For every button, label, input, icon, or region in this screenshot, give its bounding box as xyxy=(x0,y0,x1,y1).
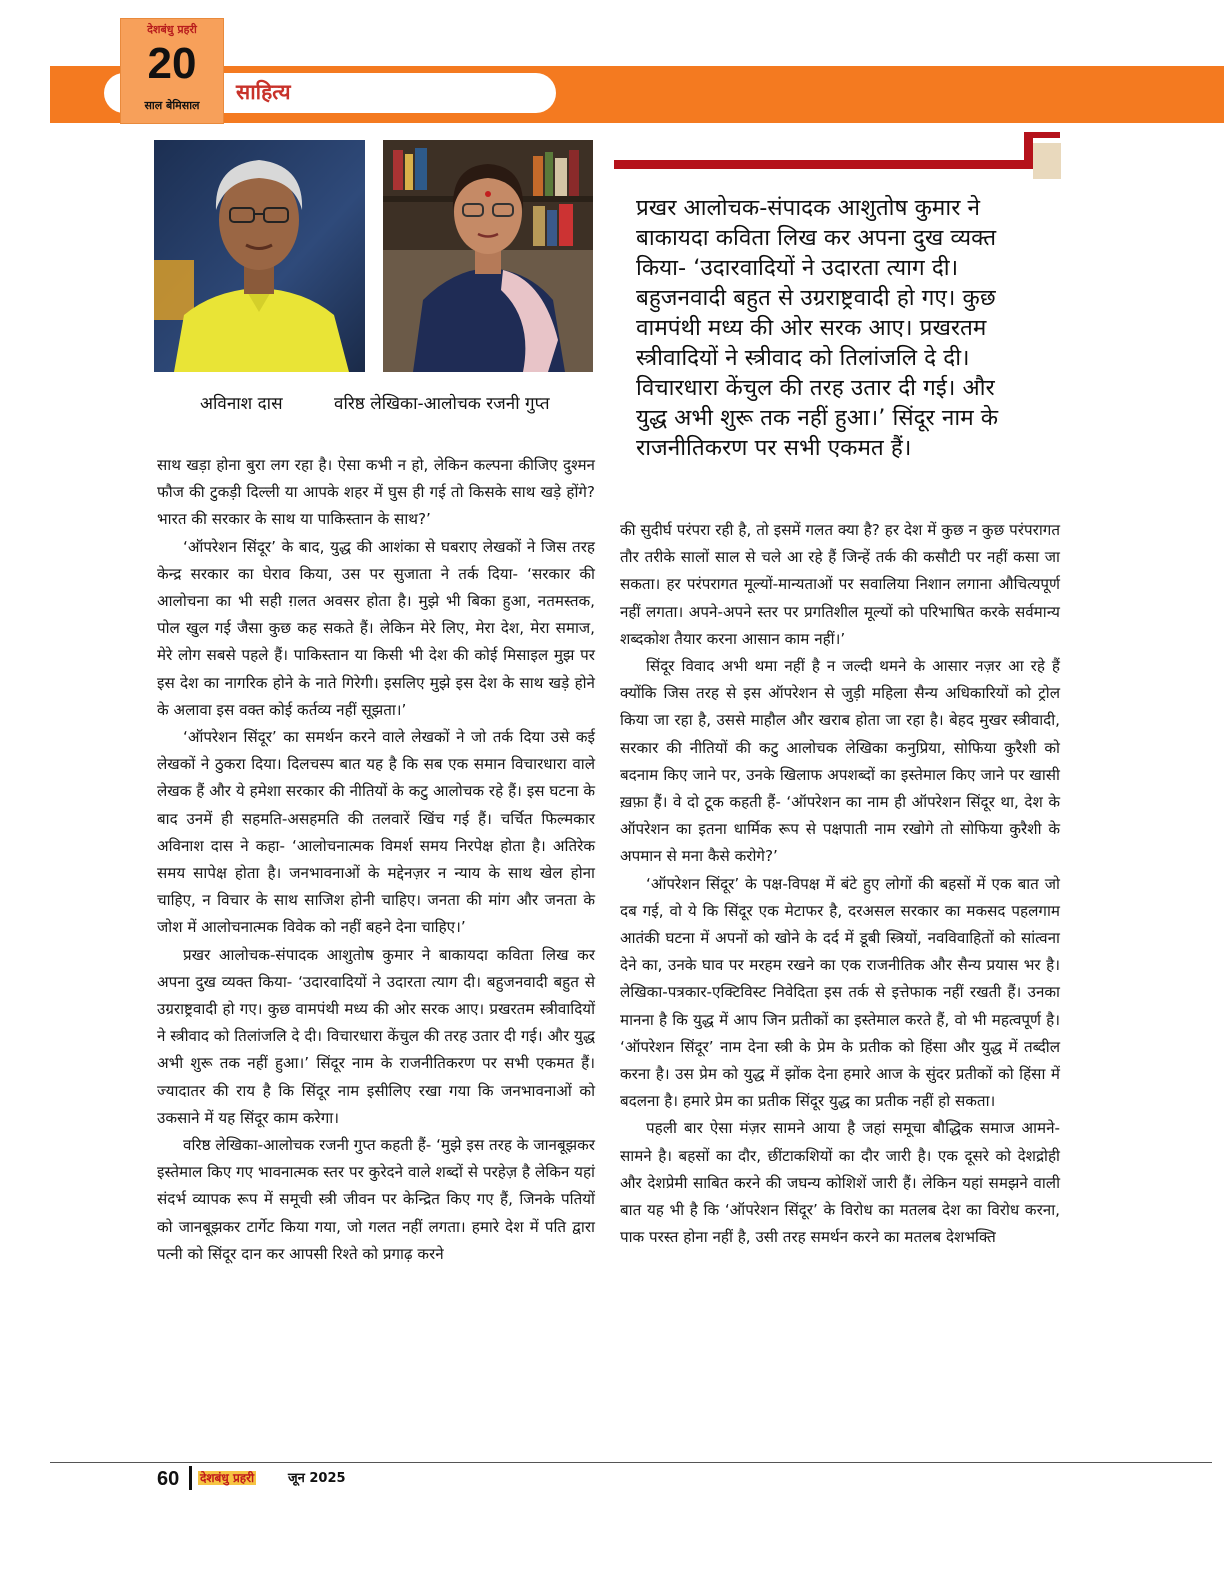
logo-brand: देशबंधु प्रहरी xyxy=(147,23,197,36)
logo-number: 20 xyxy=(147,39,197,88)
paragraph: प्रखर आलोचक-संपादक आशुतोष कुमार ने बाकायदा कविता लिख कर अपना दुख व्यक्त किया- ‘उदारवादियों ने उदारता त्याग दी। बहुजनवादी बहुत से उग्रराष्ट्रवादी हो गए। कुछ वामपंथी मध्य की ओर सरक आए। प्रखरतम स्त्रीवादियों ने स्त्रीवाद को तिलांजलि दे दी। विचारधारा केंचुल की तरह उतार दी गई। और युद्ध अभी शुरू तक नहीं हुआ।’ सिंदूर नाम के राजनीतिकरण पर सभी एकमत हैं। ज्यादातर की राय है कि सिंदूर नाम इसीलिए रखा गया कि जनभावनाओं को उकसाने में यह सिंदूर काम करेगा। xyxy=(157,945,595,1127)
left-column xyxy=(157,452,595,1268)
photo-caption-right: वरिष्ठ लेखिका-आलोचक रजनी गुप्त xyxy=(334,394,550,414)
pull-quote: प्रखर आलोचक-संपादक आशुतोष कुमार ने बाकायदा कविता लिख कर अपना दुख व्यक्त किया- ‘उदारवादियों ने उदारता त्याग दी। बहुजनवादी बहुत से उग्रराष्ट्रवादी हो गए। कुछ वामपंथी मध्य की ओर सरक आए। प्रखरतम स्त्रीवादियों ने स्त्रीवाद को तिलांजलि दे दी। विचारधारा केंचुल की तरह उतार दी गई। और युद्ध अभी शुरू तक नहीं हुआ।’ सिंदूर नाम के राजनीतिकरण पर सभी एकमत हैं। xyxy=(636,195,999,461)
paragraph: पहली बार ऐसा मंज़र सामने आया है जहां समूचा बौद्धिक समाज आमने-सामने है। बहसों का दौर, छींटाकशियों का दौर जारी है। एक दूसरे को देशद्रोही और देशप्रेमी साबित करने की जघन्य कोशिशें जारी हैं। लेकिन यहां समझने वाली बात यह भी है कि ‘ऑपरेशन सिंदूर’ के विरोध का मतलब देश का विरोध करना, पाक परस्त होना नहीं है, उसी तरह समर्थन करने का मतलब देशभक्ति xyxy=(620,1119,1060,1247)
page-number: 60 xyxy=(157,1468,180,1490)
paragraph: ‘ऑपरेशन सिंदूर’ के बाद, युद्ध की आशंका से घबराए लेखकों ने जिस तरह केन्द्र सरकार का घेराव किया, उस पर सुजाता ने तर्क दिया- ‘सरकार की आलोचना का भी सही ग़लत अवसर होता है। मुझे भी बिका हुआ, नतमस्तक, पोल खुल गई जैसा कुछ कह सकते हैं। लेकिन मेरे लिए, मेरा देश, मेरा समाज, मेरे लोग सबसे पहले हैं। पाकिस्तान या किसी भी देश की कोई मिसाइल मुझ पर इस देश का नागरिक होने के नाते गिरेगी। इसलिए मुझे इस देश के साथ खड़े होने के अलावा इस वक्त कोई कर्तव्य नहीं सूझता।’ xyxy=(157,537,595,719)
right-column xyxy=(620,517,1060,1251)
footer-brand: देशबंधु प्रहरी xyxy=(200,1471,255,1485)
issue-date: जून 2025 xyxy=(288,1471,346,1486)
paragraph: सिंदूर विवाद अभी थमा नहीं है न जल्दी थमने के आसार नज़र आ रहे हैं क्योंकि जिस तरह से इस ऑपरेशन से जुड़ी महिला सैन्य अधिकारियों को ट्रोल किया जा रहा है, उससे माहौल और खराब होता जा रहा है। बेहद मुखर स्त्रीवादी, सरकार की नीतियों की कटु आलोचक लेखिका कनुप्रिया, सोफिया कुरैशी को बदनाम किए जाने पर, उनके खिलाफ अपशब्दों का इस्तेमाल किए जाने पर खासी ख़फ़ा हैं। वे दो टूक कहती हैं- ‘ऑपरेशन का नाम ही ऑपरेशन सिंदूर था, देश के ऑपरेशन का इतना धार्मिक रूप से पक्षपाती नाम रखोगे तो सोफिया कुरैशी के अपमान से मना कैसे करोगे?’ xyxy=(620,657,1060,866)
logo-tagline: साल बेमिसाल xyxy=(144,99,200,112)
paragraph: ‘ऑपरेशन सिंदूर’ के पक्ष-विपक्ष में बंटे हुए लोगों की बहसों में एक बात जो दब गई, वो ये कि सिंदूर एक मेटाफर है, दरअसल सरकार का मकसद पहलगाम आतंकी घटना में अपनों को खोने के दर्द में डूबी स्त्रियों, नवविवाहितों को सांत्वना देने का, उनके घाव पर मरहम रखने का एक राजनीतिक और सैन्य प्रयास भर है। लेखिका-पत्रकार-एक्टिविस्ट निवेदिता इस तर्क से इत्तेफाक नहीं रखती हैं। उनका मानना है कि युद्ध में आप जिन प्रतीकों का इस्तेमाल करते हैं, वो भी महत्वपूर्ण है। ‘ऑपरेशन सिंदूर’ नाम देना स्त्री के प्रेम के प्रतीक को हिंसा और युद्ध में तब्दील करना है। उस प्रेम को युद्ध में झोंक देना हमारे आज के सुंदर प्रतीकों को हिंसा में बदलना है। हमारे प्रेम का प्रतीक सिंदूर युद्ध का प्रतीक नहीं हो सकता। xyxy=(620,874,1060,1111)
paragraph: साथ खड़ा होना बुरा लग रहा है। ऐसा कभी न हो, लेकिन कल्पना कीजिए दुश्मन फौज की टुकड़ी दिल्ली या आपके शहर में घुस ही गई तो किसके साथ खड़े होंगे? भारत की सरकार के साथ या पाकिस्तान के साथ?’ xyxy=(157,456,595,529)
section-title: साहित्य xyxy=(236,80,291,104)
photo-rajni-gupt xyxy=(383,140,593,372)
paragraph: वरिष्ठ लेखिका-आलोचक रजनी गुप्त कहती हैं- ‘मुझे इस तरह के जानबूझकर इस्तेमाल किए गए भावनात्मक स्तर पर कुरेदने वाले शब्दों से परहेज़ है लेकिन यहां संदर्भ व्यापक रूप में समूची स्त्री जीवन पर केन्द्रित किए गए हैं, जिनके पतियों को जानबूझकर टार्गेट किया गया, जो गलत नहीं लगता। हमारे देश में पति द्वारा पत्नी को सिंदूर दान कर आपसी रिश्ते को प्रगाढ़ करने xyxy=(157,1136,595,1263)
footer-separator xyxy=(189,1466,192,1490)
paragraph: ‘ऑपरेशन सिंदूर’ का समर्थन करने वाले लेखकों ने जो तर्क दिया उसे कई लेखकों ने ठुकरा दिया। दिलचस्प बात यह है कि सब एक समान विचारधारा वाले लेखक हैं और ये हमेशा सरकार की नीतियों के कटु आलोचक रहे हैं। इस घटना के बाद उनमें ही सहमति-असहमति की तलवारें खिंच गई हैं। चर्चित फिल्मकार अविनाश दास ने कहा- ‘आलोचनात्मक विमर्श समय निरपेक्ष होता है। अतिरेक समय सापेक्ष होता है। जनभावनाओं के मद्देनज़र न न्याय के साथ खेल होना चाहिए, न विचार के साथ साजिश होनी चाहिए। जनता की मांग और जनता के जोश में आलोचनात्मक विवेक को नहीं बहने देना चाहिए।’ xyxy=(157,728,595,937)
photo-caption-left: अविनाश दास xyxy=(200,394,283,414)
photo-avinash-das xyxy=(154,140,365,372)
anniversary-logo xyxy=(120,18,224,124)
footer-rule xyxy=(50,1462,1212,1463)
paragraph: की सुदीर्घ परंपरा रही है, तो इसमें गलत क्या है? हर देश में कुछ न कुछ परंपरागत तौर तरीके सालों साल से चले आ रहे हैं जिन्हें तर्क की कसौटी पर नहीं कसा जा सकता। हर परंपरागत मूल्यों-मान्यताओं पर सवालिया निशान लगाना औचित्यपूर्ण नहीं लगता। अपने-अपने स्तर पर प्रगतिशील मूल्यों को परिभाषित करके सर्वमान्य शब्दकोश तैयार करना आसान काम नहीं।’ xyxy=(620,521,1060,648)
pull-quote-decoration xyxy=(614,132,1062,182)
